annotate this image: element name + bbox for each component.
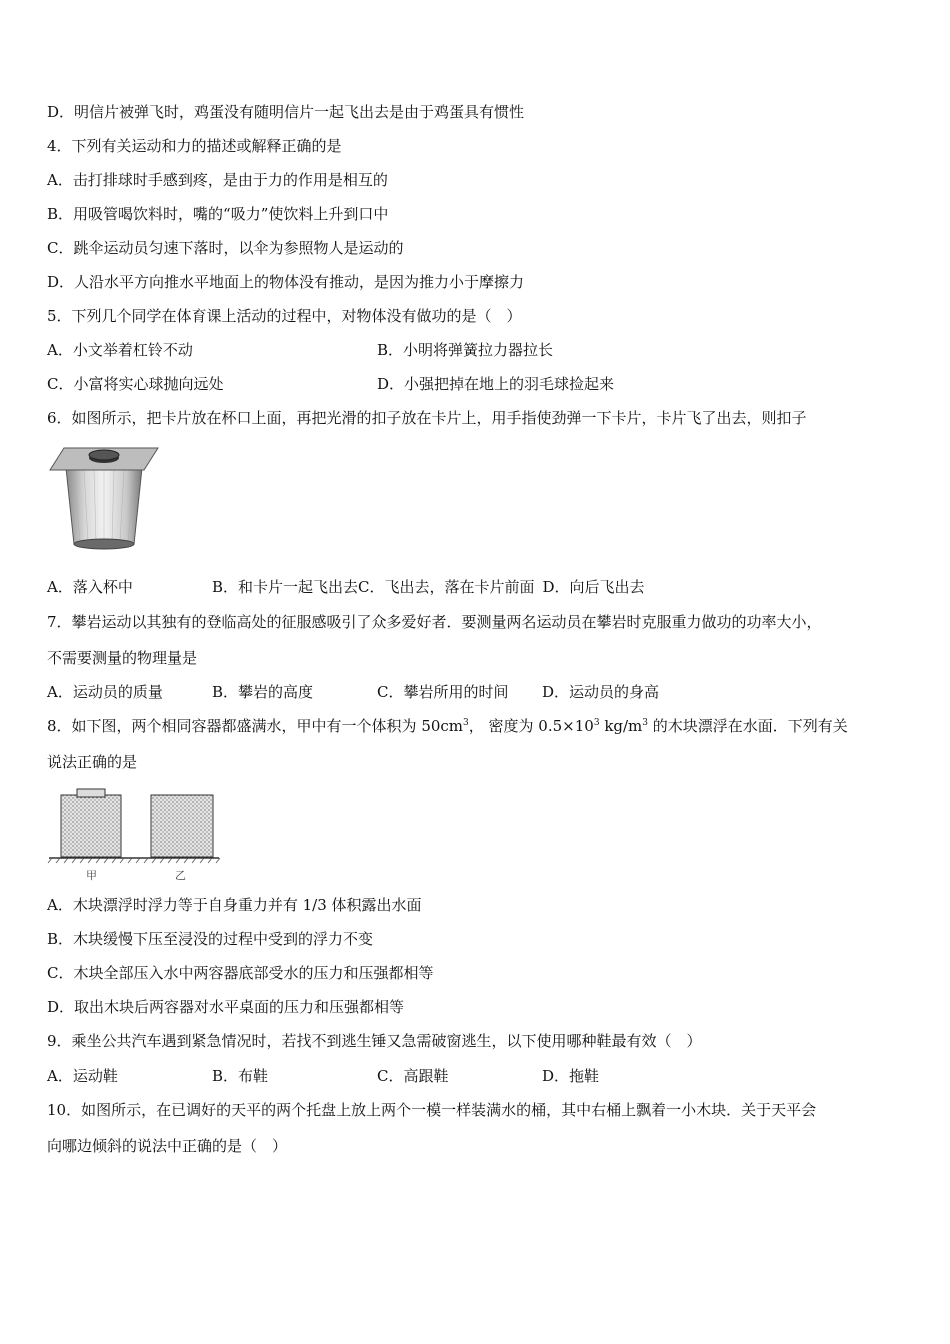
q7-options (47, 682, 659, 702)
q6-option-b: B．和卡片一起飞出去 (212, 578, 359, 596)
q9-option-a: A．运动鞋 (47, 1067, 118, 1085)
q7-stem-line1: 7．攀岩运动以其独有的登临高处的征服感吸引了众多爱好者．要测量两名运动员在攀岩时克服重力做功的功率大小， (47, 613, 822, 631)
q8-text-post: 的木块漂浮在水面．下列有关 (648, 717, 848, 735)
cup-card-figure (44, 440, 162, 559)
q8-option-a: A．木块漂浮时浮力等于自身重力并有 1/3 体积露出水面 (47, 896, 422, 914)
q7-option-b: B．攀岩的高度 (212, 683, 314, 701)
q5-option-a: A．小文举着杠铃不动 (47, 341, 193, 359)
q9-stem: 9．乘坐公共汽车遇到紧急情况时，若找不到逃生锤又急需破窗逃生，以下使用哪种鞋最有效（ ） (47, 1032, 702, 1050)
q8-text-pre: 8．如下图，两个相同容器都盛满水，甲中有一个体积为 50cm (47, 717, 464, 735)
q9-option-d: D．拖鞋 (542, 1067, 600, 1085)
q7-option-d: D．运动员的身高 (542, 683, 660, 701)
q8-sup-3: 3 (642, 718, 649, 728)
q9-options (47, 1066, 599, 1086)
q9-option-b: B．布鞋 (212, 1067, 269, 1085)
q8-option-b: B．木块缓慢下压至浸没的过程中受到的浮力不变 (47, 930, 374, 948)
q8-option-d: D．取出木块后两容器对水平桌面的压力和压强都相等 (47, 998, 405, 1016)
q6-option-c: C．飞出去，落在卡片前面 (358, 578, 535, 596)
q5-option-c: C．小富将实心球抛向远处 (47, 375, 224, 393)
q8-stem-line2: 说法正确的是 (47, 753, 138, 771)
q6-options (47, 577, 645, 597)
q7-option-c: C．攀岩所用的时间 (377, 683, 509, 701)
containers-figure (44, 785, 224, 889)
q4-option-d: D．人沿水平方向推水平地面上的物体没有推动，是因为推力小于摩擦力 (47, 273, 525, 291)
q10-stem-line1: 10．如图所示，在已调好的天平的两个托盘上放上两个一模一样装满水的桶，其中右桶上飘着一小木块．关于天平会 (47, 1101, 817, 1119)
q9-option-c: C．高跟鞋 (377, 1067, 449, 1085)
q7-stem-line2: 不需要测量的物理量是 (47, 649, 198, 667)
q5-option-d: D．小强把掉在地上的羽毛球捡起来 (377, 375, 615, 393)
q5-option-b: B．小明将弹簧拉力器拉长 (377, 341, 554, 359)
q6-option-a: A．落入杯中 (47, 578, 133, 596)
q4-stem: 4．下列有关运动和力的描述或解释正确的是 (47, 137, 342, 155)
q8-stem-line1 (47, 716, 848, 736)
q8-sup-2: 3 (593, 718, 600, 728)
q6-option-d: D．向后飞出去 (542, 578, 645, 596)
label-jia: 甲 (86, 869, 97, 882)
q8-option-c: C．木块全部压入水中两容器底部受水的压力和压强都相等 (47, 964, 434, 982)
q4-option-b: B．用吸管喝饮料时，嘴的“吸力”使饮料上升到口中 (47, 205, 389, 223)
label-yi: 乙 (175, 869, 186, 882)
q4-option-a: A．击打排球时手感到疼，是由于力的作用是相互的 (47, 171, 388, 189)
q3-option-d: D．明信片被弹飞时，鸡蛋没有随明信片一起飞出去是由于鸡蛋具有惯性 (47, 103, 525, 121)
q8-text-mid2: kg/m (599, 717, 643, 735)
q7-option-a: A．运动员的质量 (47, 683, 163, 701)
q10-stem-line2: 向哪边倾斜的说法中正确的是（ ） (47, 1137, 288, 1155)
q6-stem: 6．如图所示，把卡片放在杯口上面，再把光滑的扣子放在卡片上，用手指使劲弹一下卡片，卡片飞了出去，则扣子 (47, 409, 807, 427)
q4-option-c: C．跳伞运动员匀速下落时，以伞为参照物人是运动的 (47, 239, 404, 257)
q5-stem: 5．下列几个同学在体育课上活动的过程中，对物体没有做功的是（ ） (47, 307, 522, 325)
q8-text-mid: ， 密度为 0.5×10 (468, 717, 594, 735)
q8-sup-1: 3 (463, 718, 469, 728)
